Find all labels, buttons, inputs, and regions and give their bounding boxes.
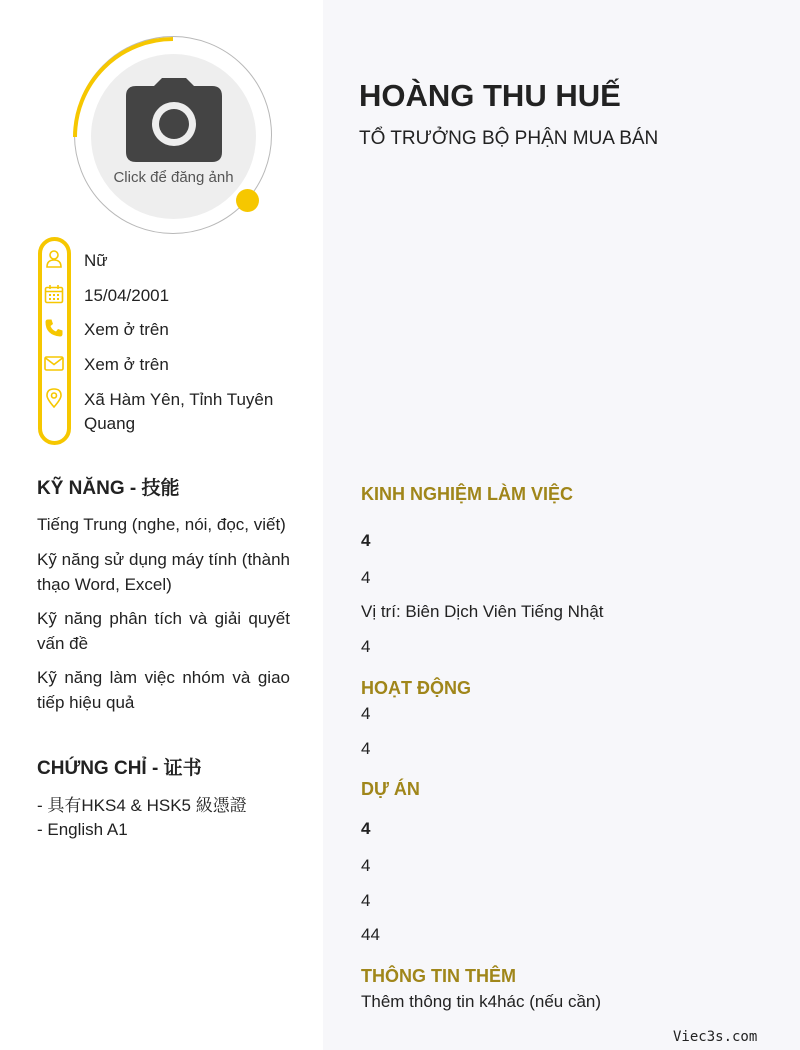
avatar-accent-dot bbox=[236, 189, 259, 212]
more-info-text: Thêm thông tin k4hác (nếu cần) bbox=[361, 992, 602, 1011]
location-pin-icon bbox=[44, 388, 64, 408]
avatar-upload[interactable] bbox=[72, 36, 274, 238]
contact-address: Xã Hàm Yên, Tỉnh Tuyên Quang bbox=[84, 390, 274, 433]
camera-icon bbox=[124, 78, 224, 166]
contact-email: Xem ở trên bbox=[84, 355, 169, 374]
contact-phone: Xem ở trên bbox=[84, 320, 169, 339]
phone-icon bbox=[44, 318, 64, 338]
skill-item: Kỹ năng sử dụng máy tính (thành thạo Word, Excel) bbox=[37, 550, 290, 594]
avatar-caption: Click để đăng ảnh bbox=[113, 169, 234, 186]
watermark: Viec3s.com bbox=[673, 1029, 758, 1045]
certificates-heading: CHỨNG CHỈ - 证书 bbox=[37, 758, 202, 779]
experience-period: 4 bbox=[361, 568, 371, 587]
user-icon bbox=[44, 249, 64, 269]
more-info-heading: THÔNG TIN THÊM bbox=[361, 966, 516, 986]
project-item: 44 bbox=[361, 925, 380, 944]
activity-item: 4 bbox=[361, 704, 371, 723]
experience-position: Vị trí: Biên Dịch Viên Tiếng Nhật bbox=[361, 602, 604, 621]
project-item: 4 bbox=[361, 891, 371, 910]
candidate-name: HOÀNG THU HUẾ bbox=[359, 78, 621, 113]
experience-heading: KINH NGHIỆM LÀM VIỆC bbox=[361, 484, 574, 504]
activity-item: 4 bbox=[361, 739, 371, 758]
projects-heading: DỰ ÁN bbox=[361, 779, 420, 799]
activities-heading: HOẠT ĐỘNG bbox=[361, 678, 471, 698]
certificate-item: - 具有HKS4 & HSK5 級憑證 bbox=[37, 796, 247, 815]
experience-description: 4 bbox=[361, 637, 371, 656]
mail-icon bbox=[44, 353, 64, 373]
contact-birthday: 15/04/2001 bbox=[84, 286, 170, 305]
calendar-icon bbox=[44, 284, 64, 304]
right-column-background bbox=[323, 0, 800, 1050]
skill-item: Kỹ năng phân tích và giải quyết vấn đề bbox=[37, 609, 290, 653]
skills-heading: KỸ NĂNG - 技能 bbox=[37, 478, 180, 499]
experience-company: 4 bbox=[361, 531, 371, 550]
project-name: 4 bbox=[361, 819, 371, 838]
contact-gender: Nữ bbox=[84, 251, 108, 270]
avatar-placeholder[interactable] bbox=[91, 54, 256, 219]
skill-item: Tiếng Trung (nghe, nói, đọc, viết) bbox=[37, 515, 286, 534]
job-title: TỔ TRƯỞNG BỘ PHẬN MUA BÁN bbox=[359, 128, 659, 149]
certificate-item: - English A1 bbox=[37, 820, 128, 839]
project-item: 4 bbox=[361, 856, 371, 875]
skill-item: Kỹ năng làm việc nhóm và giao tiếp hiệu quả bbox=[37, 668, 290, 712]
